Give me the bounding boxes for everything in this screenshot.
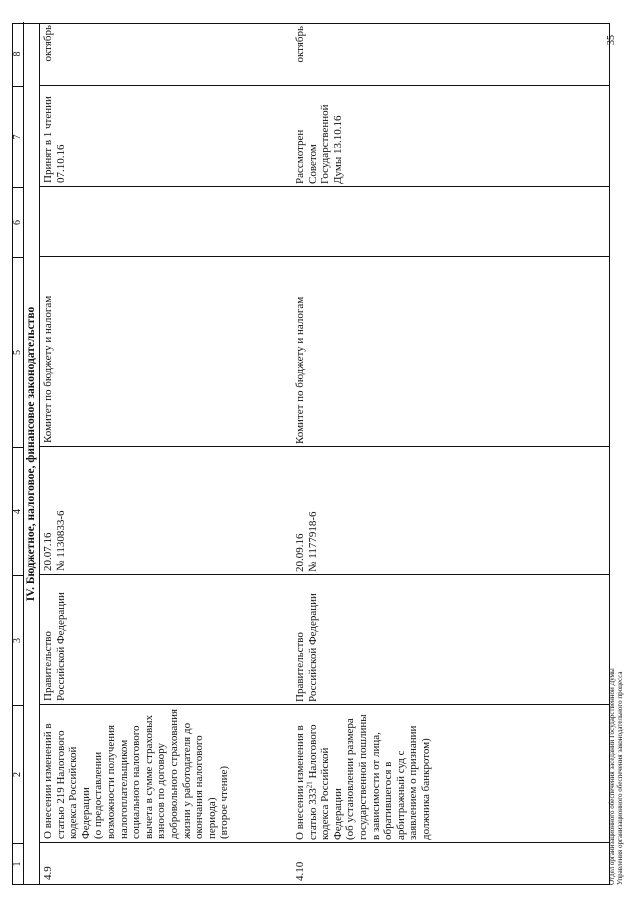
row-number: 4.10	[294, 861, 306, 881]
bill-month: октябрь	[294, 26, 306, 63]
footer-line-1: Отдел организационного обеспечения заседаний Государственной Думы	[608, 668, 616, 885]
bill-title-text: О внесении изменения в статью 333	[294, 725, 319, 840]
col-number-7: 7	[13, 86, 24, 187]
col-number-8: 8	[13, 22, 24, 86]
bill-status: Рассмотрен Советом Государственной Думы 13.10.16	[294, 104, 344, 184]
bill-month: октябрь	[42, 25, 54, 62]
section-title: IV. Бюджетное, налоговое, финансовое законодательство	[24, 24, 40, 884]
bill-author: Правительство Российской Федерации	[294, 593, 319, 702]
col-number-2: 2	[13, 705, 24, 843]
bill-title	[42, 706, 231, 839]
bill-date-number: 20.07.16 № 1130833-6	[42, 510, 67, 571]
col-number-4: 4	[13, 447, 24, 575]
bill-title-text-tail: Налогового кодекса Российской Федерации (об установлении размера государственной пошлины в зависимости от лица, обратившегося в арбитражный суд с заявлением о признании должника банкротом)	[306, 714, 432, 840]
bill-title-superscript: 21	[304, 781, 313, 789]
bill-status: Принят в 1 чтении 07.10.16	[42, 96, 67, 183]
bill-committee: Комитет по бюджету и налогам	[294, 296, 306, 444]
bill-date-number: 20.09.16 № 1177918-6	[294, 511, 319, 572]
col-number-5: 5	[13, 257, 24, 447]
bill-author: Правительство Российской Федерации	[42, 592, 67, 701]
footer-line-2: Управления организационного обеспечения законодательного процесса	[616, 671, 624, 885]
col-number-3: 3	[13, 575, 24, 705]
bill-title	[294, 707, 433, 840]
bill-committee: Комитет по бюджету и налогам	[42, 295, 54, 443]
row-number: 4.9	[42, 866, 54, 880]
col-number-1: 1	[13, 843, 24, 884]
page-number: 35	[606, 35, 617, 45]
bill-title-text: О внесении изменений в статью 219 Налогового кодекса Российской Федерации (о предоставлении возможности получения налогоплательщиком социального налогового вычета в сумме страховых взносов по договору добровольного страхования жизни у работодателя до окончания налогового периода) (второе чтение)	[42, 708, 231, 839]
col-number-6: 6	[13, 187, 24, 257]
bills-table-row-2	[290, 23, 590, 885]
